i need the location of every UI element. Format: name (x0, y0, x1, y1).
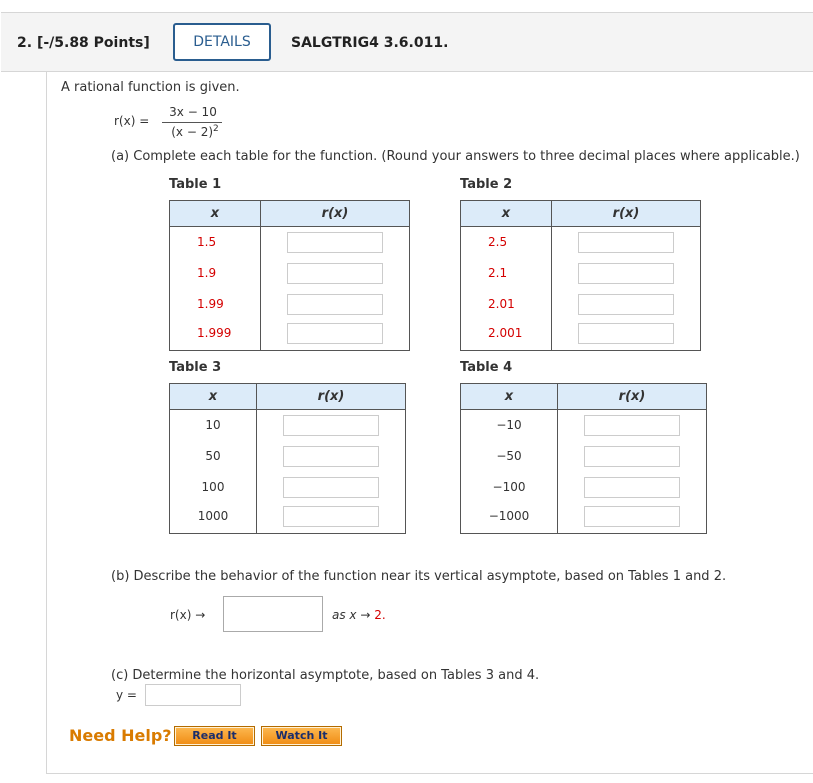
table-row (461, 258, 701, 289)
part-c-text: (c) Determine the horizontal asymptote, based on Tables 3 and 4. (111, 668, 540, 683)
r-value-input[interactable] (283, 415, 379, 436)
table-header-row (461, 201, 701, 227)
r-value-input[interactable] (283, 446, 379, 467)
table-row (170, 472, 406, 503)
r-value-input[interactable] (584, 477, 680, 498)
r-value-input[interactable] (283, 477, 379, 498)
table-row (461, 503, 707, 534)
part-a-text: (a) Complete each table for the function. (Round your answers to three decimal places where applicable.) (111, 149, 800, 164)
r-value-cell (558, 472, 707, 503)
x-value-cell: 2.01 (461, 289, 552, 320)
data-table-1 (169, 200, 410, 351)
x-value-cell: 1.999 (170, 320, 261, 351)
limit-answer-input[interactable] (223, 596, 323, 632)
r-value-cell (261, 227, 410, 258)
r-value-cell (558, 441, 707, 472)
r-value-cell (552, 289, 701, 320)
r-value-input[interactable] (578, 263, 674, 284)
x-value-cell: 1000 (170, 503, 257, 534)
r-value-cell (261, 320, 410, 351)
function-numerator: 3x − 10 (169, 105, 217, 119)
table-3-title: Table 3 (169, 360, 222, 375)
x-value-cell: 2.5 (461, 227, 552, 258)
x-value-cell: 1.9 (170, 258, 261, 289)
x-value-cell: 100 (170, 472, 257, 503)
r-value-input[interactable] (287, 294, 383, 315)
r-value-input[interactable] (287, 263, 383, 284)
part-c-lhs: y = (116, 688, 137, 702)
r-value-cell (261, 289, 410, 320)
x-value-cell: −10 (461, 410, 558, 441)
r-value-input[interactable] (283, 506, 379, 527)
x-value-cell: −100 (461, 472, 558, 503)
details-button[interactable]: DETAILS (173, 23, 271, 61)
r-value-cell (257, 503, 406, 534)
question-points: [-/5.88 Points] (36, 35, 150, 51)
table-row (170, 410, 406, 441)
table-row (170, 227, 410, 258)
table-row (170, 258, 410, 289)
r-value-input[interactable] (584, 415, 680, 436)
x-value-cell: 2.001 (461, 320, 552, 351)
part-b-lhs: r(x) → (170, 608, 206, 622)
r-value-cell (257, 441, 406, 472)
question-header (1, 12, 813, 72)
r-value-cell (552, 258, 701, 289)
r-value-input[interactable] (584, 446, 680, 467)
x-value-cell: 50 (170, 441, 257, 472)
column-header-r: r(x) (552, 201, 701, 227)
r-value-cell (558, 503, 707, 534)
table-2-title: Table 2 (460, 177, 513, 192)
intro-text: A rational function is given. (61, 80, 240, 95)
question-number: 2. [-/5.88 Points] (17, 35, 150, 51)
r-value-cell (261, 258, 410, 289)
watch-it-button[interactable]: Watch It (261, 726, 342, 746)
column-header-x: x (461, 201, 552, 227)
r-value-input[interactable] (287, 323, 383, 344)
table-row (170, 503, 406, 534)
r-value-input[interactable] (287, 232, 383, 253)
x-value-cell: 2.1 (461, 258, 552, 289)
table-row (170, 289, 410, 320)
read-it-button[interactable]: Read It (174, 726, 255, 746)
function-lhs: r(x) = (114, 114, 150, 128)
table-header-row (170, 201, 410, 227)
column-header-r: r(x) (558, 384, 707, 410)
table-header-row (461, 384, 707, 410)
data-table-4 (460, 383, 707, 534)
table-1-title: Table 1 (169, 177, 222, 192)
fraction-bar (162, 122, 222, 123)
r-value-cell (257, 410, 406, 441)
x-value-cell: 1.99 (170, 289, 261, 320)
column-header-x: x (461, 384, 558, 410)
data-table-3 (169, 383, 406, 534)
r-value-input[interactable] (578, 294, 674, 315)
r-value-input[interactable] (584, 506, 680, 527)
table-row (461, 410, 707, 441)
column-header-r: r(x) (261, 201, 410, 227)
denominator-exponent: 2 (213, 124, 219, 134)
need-help-label: Need Help? (69, 726, 172, 745)
function-denominator: $(x - 2)^2$ (171, 124, 219, 139)
column-header-x: x (170, 384, 257, 410)
table-row (170, 441, 406, 472)
r-value-cell (552, 227, 701, 258)
column-header-r: r(x) (257, 384, 406, 410)
as-x-approaches: as x → 2. (332, 608, 386, 622)
table-row (461, 289, 701, 320)
table-row (461, 227, 701, 258)
r-value-input[interactable] (578, 323, 674, 344)
table-row (461, 320, 701, 351)
table-4-title: Table 4 (460, 360, 513, 375)
r-value-cell (558, 410, 707, 441)
table-header-row (170, 384, 406, 410)
x-value-cell: −50 (461, 441, 558, 472)
x-value-cell: 10 (170, 410, 257, 441)
table-row (170, 320, 410, 351)
data-table-2 (460, 200, 701, 351)
r-value-cell (257, 472, 406, 503)
x-value-cell: −1000 (461, 503, 558, 534)
x-value-cell: 1.5 (170, 227, 261, 258)
question-code: SALGTRIG4 3.6.011. (291, 35, 449, 51)
horizontal-asymptote-input[interactable] (145, 684, 241, 706)
table-row (461, 472, 707, 503)
column-header-x: x (170, 201, 261, 227)
part-b-text: (b) Describe the behavior of the function near its vertical asymptote, based on Tables 1 and 2. (111, 569, 727, 584)
table-row (461, 441, 707, 472)
r-value-input[interactable] (578, 232, 674, 253)
approach-value: 2. (374, 608, 386, 622)
r-value-cell (552, 320, 701, 351)
